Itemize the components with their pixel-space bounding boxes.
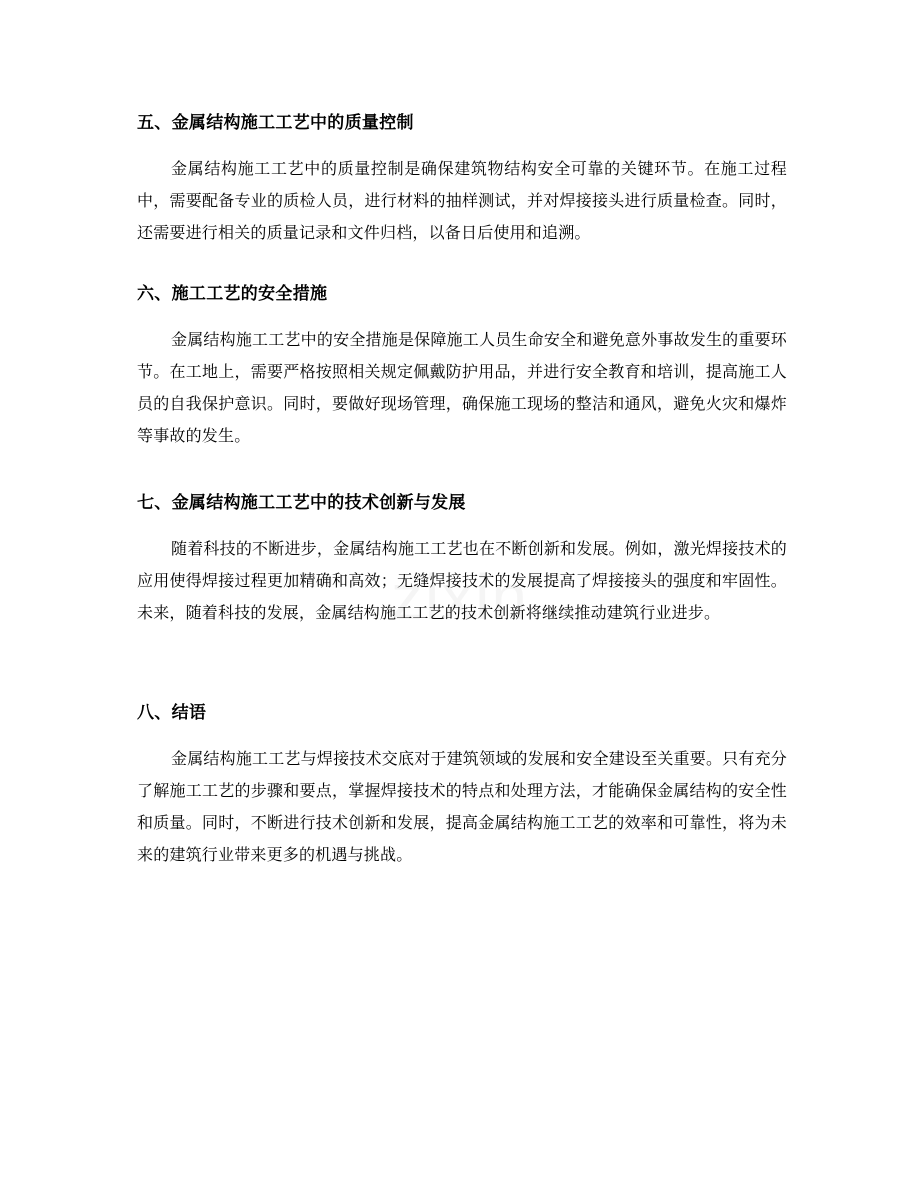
section-quality-control [137, 113, 787, 249]
section-heading: 六、施工工艺的安全措施 [137, 284, 328, 304]
section-paragraph: 金属结构施工工艺中的安全措施是保障施工人员生命安全和避免意外事故发生的重要环节。在工地上，需要严格按照相关规定佩戴防护用品，并进行安全教育和培训，提高施工人员的自我保护意识。同时，要做好现场管理，确保施工现场的整洁和通风，避免火灾和爆炸等事故的发生。 [137, 330, 787, 445]
section-innovation [137, 493, 787, 629]
section-heading: 八、结语 [137, 703, 207, 723]
section-paragraph: 金属结构施工工艺中的质量控制是确保建筑物结构安全可靠的关键环节。在施工过程中，需要配备专业的质检人员，进行材料的抽样测试，并对焊接接头进行质量检查。同时，还需要进行相关的质量记录和文件归档，以备日后使用和追溯。 [137, 159, 787, 242]
section-safety-measures [137, 284, 787, 452]
section-paragraph: 金属结构施工工艺与焊接技术交底对于建筑领域的发展和安全建设至关重要。只有充分了解施工工艺的步骤和要点，掌握焊接技术的特点和处理方法，才能确保金属结构的安全性和质量。同时，不断进行技术创新和发展，提高金属结构施工工艺的效率和可靠性，将为未来的建筑行业带来更多的机遇与挑战。 [137, 749, 787, 864]
section-heading: 七、金属结构施工工艺中的技术创新与发展 [137, 493, 466, 513]
section-heading: 五、金属结构施工工艺中的质量控制 [137, 113, 414, 133]
section-conclusion [137, 703, 787, 871]
section-paragraph: 随着科技的不断进步，金属结构施工工艺也在不断创新和发展。例如，激光焊接技术的应用使得焊接过程更加精确和高效；无缝焊接技术的发展提高了焊接接头的强度和牢固性。未来，随着科技的发展，金属结构施工工艺的技术创新将继续推动建筑行业进步。 [137, 539, 787, 622]
